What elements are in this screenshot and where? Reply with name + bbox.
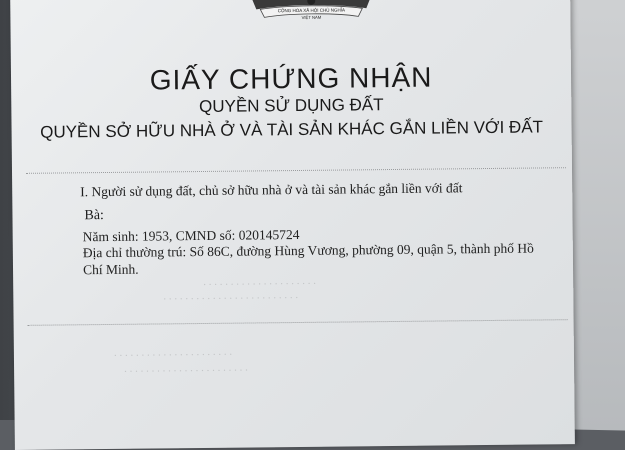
certificate-page [10,0,575,450]
national-seal-icon [246,0,376,22]
seal-banner-text: CỘNG HÒA XÃ HỘI CHỦ NGHĨA [277,7,345,14]
address-line-continued: Chí Minh. [82,261,139,278]
section-heading: I. Người sử dụng đất, chủ sở hữu nhà ở và tài sản khác gắn liền với đất [80,180,463,200]
document-subtitle-ownership: QUYỀN SỞ HỮU NHÀ Ở VÀ TÀI SẢN KHÁC GẮN LIỀN VỚI ĐẤT [40,117,544,142]
document-title: GIẤY CHỨNG NHẬN [149,61,433,96]
faint-bleed-text: . . . . . . . . . . . . . . . . . . . . . . . [124,361,248,375]
seal-country-text: VIỆT NAM [301,14,322,20]
divider-line [26,167,566,174]
faint-bleed-text: . . . . . . . . . . . . . . . . . . . . . [203,274,316,288]
faint-bleed-text: . . . . . . . . . . . . . . . . . . . . . . . . . [163,289,299,303]
birth-id-line: Năm sinh: 1953, CMND số: 020145724 [82,226,300,245]
address-line: Địa chỉ thường trú: Số 86C, đường Hùng Vương, phường 09, quận 5, thành phố Hồ [82,240,534,261]
faint-bleed-text: . . . . . . . . . . . . . . . . . . . . . . [113,345,233,359]
owner-label: Bà: [84,208,105,224]
divider-line [28,319,568,326]
document-subtitle-land-use: QUYỀN SỬ DỤNG ĐẤT [198,95,384,117]
